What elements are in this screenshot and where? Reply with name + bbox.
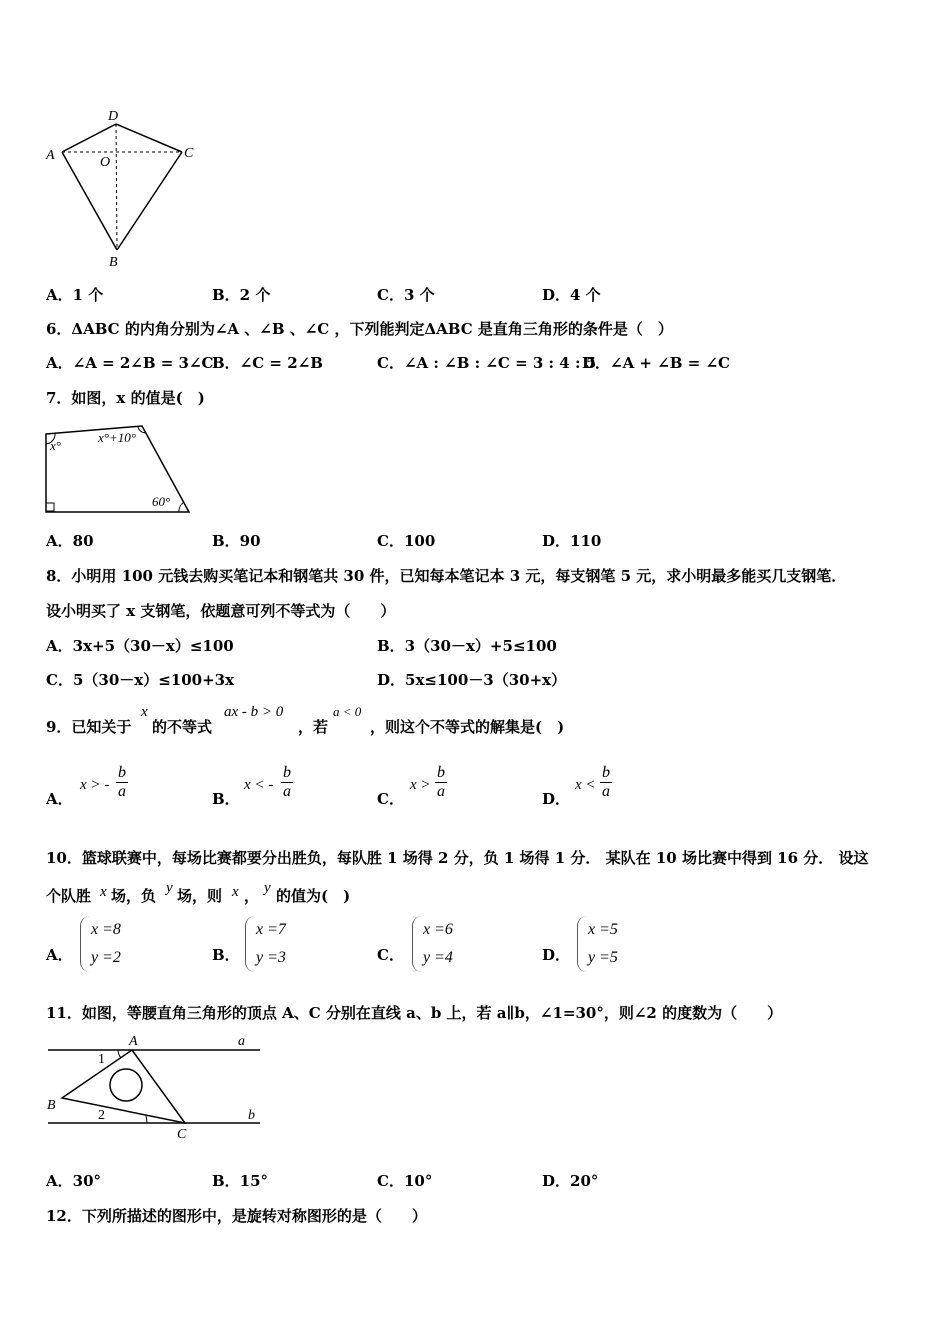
q5-option-c: C．3 个 bbox=[377, 286, 435, 304]
q9-option-c-den: a bbox=[437, 783, 445, 800]
q9-option-c-label: C． bbox=[377, 790, 404, 808]
q6-option-d: D．∠A + ∠B = ∠C bbox=[582, 354, 730, 372]
q9-option-d-den: a bbox=[602, 783, 610, 800]
label-2: 2 bbox=[98, 1108, 105, 1123]
q10-option-b-system bbox=[245, 916, 286, 972]
q10-option-a-system bbox=[80, 916, 121, 972]
q9-option-c-num: b bbox=[437, 764, 445, 781]
q12-stem: 12．下列所描述的图形中，是旋转对称图形的是（ ） bbox=[46, 1207, 427, 1225]
q10-option-c-system bbox=[412, 916, 453, 972]
q7-option-a: A．80 bbox=[46, 532, 94, 550]
q11-option-c: C．10° bbox=[377, 1172, 433, 1190]
q10-option-d-system bbox=[577, 916, 618, 972]
q9-option-d-num: b bbox=[602, 764, 610, 781]
q9-stem-part3: ，若 bbox=[298, 718, 329, 736]
q8-option-c: C．5（30－x）≤100+3x bbox=[46, 671, 235, 689]
q9-inequality: ax - b > 0 bbox=[224, 704, 284, 720]
q10-var-y: y bbox=[166, 880, 173, 896]
q10-stem-l2c: 场，则 bbox=[177, 887, 223, 905]
label-C: C bbox=[184, 146, 194, 161]
q11-option-d: D．20° bbox=[542, 1172, 599, 1190]
q9-option-b-fraction bbox=[281, 764, 293, 801]
q10-var-x: x bbox=[100, 884, 107, 900]
q11-option-b: B．15° bbox=[212, 1172, 269, 1190]
q9-option-b-label: B． bbox=[212, 790, 240, 808]
q10-option-d-label: D． bbox=[542, 946, 571, 964]
label-B: B bbox=[47, 1098, 56, 1113]
q8-stem-line2: 设小明买了 x 支钢笔，依题意可列不等式为（ ） bbox=[46, 602, 396, 620]
q9-option-a-num: b bbox=[118, 764, 126, 781]
q10-stem-l2a: 个队胜 bbox=[46, 887, 92, 905]
q10-option-c-label: C． bbox=[377, 946, 404, 964]
q10-stem-line1: 10．篮球联赛中，每场比赛都要分出胜负，每队胜 1 场得 2 分，负 1 场得 1 分． 某队在 10 场比赛中得到 16 分． 设这 bbox=[46, 849, 869, 867]
label-O: O bbox=[100, 155, 111, 170]
q10-option-b-label: B． bbox=[212, 946, 240, 964]
q7-quadrilateral-figure bbox=[40, 420, 200, 520]
q9-condition: a < 0 bbox=[333, 704, 362, 719]
label-B: B bbox=[109, 255, 118, 270]
label-1: 1 bbox=[98, 1052, 105, 1067]
q8-stem-line1: 8．小明用 100 元钱去购买笔记本和钢笔共 30 件，已知每本笔记本 3 元，每支钢笔 5 元，求小明最多能买几支钢笔． bbox=[46, 567, 847, 585]
q9-option-a-label: A． bbox=[46, 790, 73, 808]
q6-option-b: B．∠C = 2∠B bbox=[212, 354, 323, 372]
q9-var-x: x bbox=[141, 704, 148, 720]
label-60-angle: 60° bbox=[152, 494, 171, 509]
q5-option-d: D．4 个 bbox=[542, 286, 601, 304]
q10-option-b-eq1: x =7 bbox=[256, 921, 286, 938]
q10-option-a-eq1: x =8 bbox=[91, 921, 121, 938]
q8-option-a: A．3x+5（30－x）≤100 bbox=[46, 637, 234, 655]
q9-stem-part4: ，则这个不等式的解集是( ) bbox=[370, 718, 565, 736]
q11-parallel-lines-figure bbox=[40, 1030, 270, 1145]
q9-stem-part2: 的不等式 bbox=[152, 718, 213, 736]
q9-option-a-lhs: x > - bbox=[80, 777, 110, 793]
q10-stem-l2e: 的值为( ) bbox=[276, 887, 351, 905]
q7-stem: 7．如图，x 的值是( ) bbox=[46, 389, 205, 407]
q9-stem-part1: 9．已知关于 bbox=[46, 718, 132, 736]
q10-option-d-eq1: x =5 bbox=[588, 921, 618, 938]
label-b: b bbox=[248, 1108, 255, 1123]
q10-option-c-eq2: y =4 bbox=[423, 949, 453, 966]
q10-var-y2: y bbox=[264, 880, 271, 896]
label-D: D bbox=[108, 109, 119, 124]
q11-stem: 11．如图，等腰直角三角形的顶点 A、C 分别在直线 a、b 上，若 a∥b，∠1=30°，则∠2 的度数为（ ） bbox=[46, 1004, 783, 1022]
label-C: C bbox=[177, 1127, 187, 1142]
q7-option-c: C．100 bbox=[377, 532, 436, 550]
q10-option-d-eq2: y =5 bbox=[588, 949, 618, 966]
q10-var-x2: x bbox=[232, 884, 239, 900]
q6-option-a: A．∠A = 2∠B = 3∠C bbox=[46, 354, 214, 372]
q5-option-b: B．2 个 bbox=[212, 286, 271, 304]
label-x-angle: x° bbox=[50, 438, 61, 453]
q9-option-a-fraction bbox=[116, 764, 128, 801]
q10-option-c-eq1: x =6 bbox=[423, 921, 453, 938]
q10-option-b-eq2: y =3 bbox=[256, 949, 286, 966]
q11-option-a: A．30° bbox=[46, 1172, 102, 1190]
q7-option-d: D．110 bbox=[542, 532, 602, 550]
q9-option-b-lhs: x < - bbox=[244, 777, 274, 793]
label-A: A bbox=[129, 1034, 138, 1049]
q9-option-c-lhs: x > bbox=[410, 777, 431, 793]
label-x10-angle: x°+10° bbox=[98, 430, 136, 445]
q10-option-a-eq2: y =2 bbox=[91, 949, 121, 966]
q10-stem-l2d: ， bbox=[244, 887, 260, 905]
q9-option-b-num: b bbox=[283, 764, 291, 781]
label-A: A bbox=[46, 148, 55, 163]
label-a: a bbox=[238, 1034, 245, 1049]
q6-option-c: C．∠A : ∠B : ∠C = 3 : 4 : 5 bbox=[377, 354, 597, 372]
q8-option-b: B．3（30－x）+5≤100 bbox=[377, 637, 557, 655]
q9-option-b-den: a bbox=[283, 783, 291, 800]
q8-option-d: D．5x≤100－3（30+x） bbox=[377, 671, 567, 689]
q9-option-d-lhs: x < bbox=[575, 777, 596, 793]
q7-option-b: B．90 bbox=[212, 532, 261, 550]
q5-kite-figure bbox=[40, 100, 210, 270]
q10-stem-l2b: 场，负 bbox=[111, 887, 157, 905]
q9-option-d-label: D． bbox=[542, 790, 571, 808]
q9-option-d-fraction bbox=[600, 764, 612, 801]
q6-stem: 6．ΔABC 的内角分别为∠A 、∠B 、∠C ，下列能判定ΔABC 是直角三角形的条件是（ ） bbox=[46, 320, 673, 338]
q5-option-a: A．1 个 bbox=[46, 286, 104, 304]
q10-option-a-label: A． bbox=[46, 946, 73, 964]
q9-option-a-den: a bbox=[118, 783, 126, 800]
q9-option-c-fraction bbox=[435, 764, 447, 801]
